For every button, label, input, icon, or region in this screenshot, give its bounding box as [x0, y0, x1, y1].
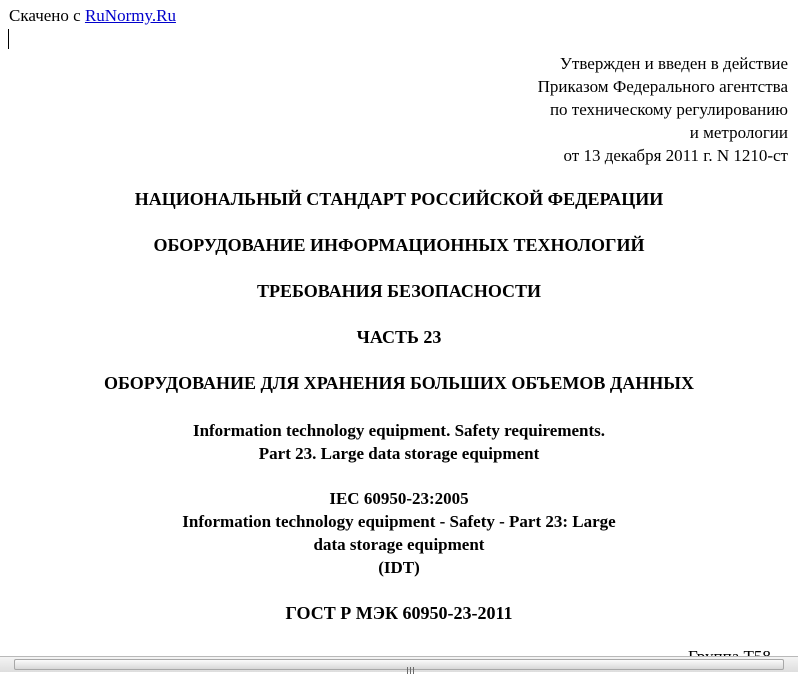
storage-heading: ОБОРУДОВАНИЕ ДЛЯ ХРАНЕНИЯ БОЛЬШИХ ОБЪЕМОВ ДАННЫХ: [104, 373, 694, 393]
requirements-heading: ТРЕБОВАНИЯ БЕЗОПАСНОСТИ: [256, 281, 542, 301]
english-title: [0, 419, 798, 465]
source-line: [9, 6, 176, 26]
iec-block: [0, 487, 798, 579]
text-cursor: [8, 29, 9, 49]
approval-line: Утвержден и введен в действие: [559, 54, 788, 73]
english-title-line: Part 23. Large data storage equipment: [258, 444, 540, 463]
iec-title-line: data storage equipment: [313, 535, 485, 554]
iec-title-line: Information technology equipment - Safety - Part 23: Large: [182, 512, 616, 531]
approval-block: [538, 52, 788, 167]
approval-line: и метрологии: [689, 123, 788, 142]
approval-line: Приказом Федерального агентства: [537, 77, 788, 96]
gost-designation: ГОСТ Р МЭК 60950-23-2011: [285, 603, 513, 623]
runormy-link[interactable]: RuNormy.Ru: [84, 6, 176, 25]
national-standard-heading: НАЦИОНАЛЬНЫЙ СТАНДАРТ РОССИЙСКОЙ ФЕДЕРАЦИИ: [134, 189, 664, 209]
equipment-heading: ОБОРУДОВАНИЕ ИНФОРМАЦИОННЫХ ТЕХНОЛОГИЙ: [153, 235, 645, 255]
english-title-line: Information technology equipment. Safety requirements.: [192, 421, 606, 440]
approval-line: по техническому регулированию: [549, 100, 788, 119]
part-heading: ЧАСТЬ 23: [356, 327, 442, 347]
horizontal-scrollbar[interactable]: [0, 656, 798, 672]
grip-icon: [407, 661, 419, 668]
iec-code: IEC 60950-23:2005: [329, 489, 469, 508]
source-prefix: Скачено с: [9, 6, 81, 25]
iec-identity: (IDT): [378, 558, 420, 577]
scrollbar-thumb[interactable]: [14, 659, 784, 670]
approval-line: от 13 декабря 2011 г. N 1210-ст: [563, 146, 788, 165]
